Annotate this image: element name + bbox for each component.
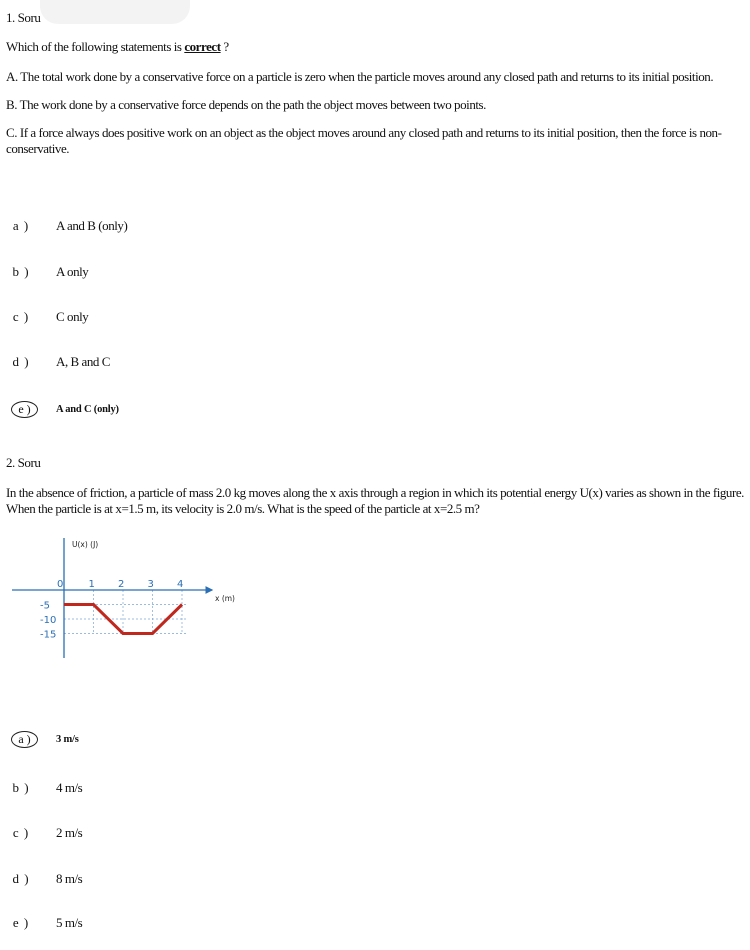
- x-tick-label: 2: [118, 579, 125, 590]
- x-axis-label: x (m): [215, 594, 235, 603]
- q2-prompt: In the absence of friction, a particle of mass 2.0 kg moves along the x axis through a region in which its potential energy U(x) varies as shown in the figure. When the particle is at x=1.5 m, its velocity is 2.0 m/s. What is the speed of the particle at x=2.5 m?: [6, 485, 744, 516]
- q1-option-b-text[interactable]: A only: [56, 264, 89, 279]
- q2-option-e-letter[interactable]: e ): [12, 915, 30, 930]
- q1-option-d-text[interactable]: A, B and C: [56, 354, 111, 369]
- q1-option-d-letter[interactable]: d ): [12, 354, 30, 369]
- q1-option-c-text[interactable]: C only: [56, 309, 89, 324]
- q1-option-a-letter[interactable]: a ): [12, 218, 30, 233]
- q2-title: 2. Soru: [6, 455, 41, 470]
- y-axis-label: U(x) (J): [72, 540, 99, 549]
- q2-option-c-letter[interactable]: c ): [12, 825, 30, 840]
- y-tick-label: -5: [40, 600, 50, 612]
- x-tick-label: 3: [147, 579, 154, 590]
- q1-option-b-letter[interactable]: b ): [12, 264, 30, 279]
- y-tick-label: -15: [40, 629, 57, 641]
- x-tick-label: 1: [88, 579, 95, 590]
- y-tick-label: -10: [40, 615, 57, 626]
- cropped-header-artifact: [40, 0, 190, 24]
- q1-statement-b: B. The work done by a conservative force depends on the path the object moves between two points.: [6, 97, 486, 112]
- q1-option-e-letter-selected[interactable]: e ): [11, 401, 38, 418]
- x-tick-label: 4: [177, 579, 184, 590]
- x-tick-label: 0: [57, 579, 64, 590]
- potential-energy-chart: [0, 530, 260, 670]
- q2-option-c-text[interactable]: 2 m/s: [56, 825, 83, 840]
- q2-option-a-letter-selected[interactable]: a ): [11, 731, 38, 748]
- q2-option-d-letter[interactable]: d ): [12, 871, 30, 886]
- q1-option-c-letter[interactable]: c ): [12, 309, 30, 324]
- q1-prompt: Which of the following statements is correct ?: [6, 39, 229, 54]
- q1-title: 1. Soru: [6, 10, 41, 25]
- q2-option-e-text[interactable]: 5 m/s: [56, 915, 83, 930]
- q2-option-d-text[interactable]: 8 m/s: [56, 871, 83, 886]
- q2-option-b-text[interactable]: 4 m/s: [56, 780, 83, 795]
- q1-option-a-text[interactable]: A and B (only): [56, 218, 128, 233]
- q2-option-b-letter[interactable]: b ): [12, 780, 30, 795]
- q2-option-a-text[interactable]: 3 m/s: [56, 734, 79, 745]
- chart-grid: [64, 590, 188, 634]
- q1-statement-c: C. If a force always does positive work on an object as the object moves around any closed path and returns to its initial position, then the force is non-conservative.: [6, 125, 722, 156]
- q1-option-e-text[interactable]: A and C (only): [56, 404, 119, 415]
- q1-statement-a: A. The total work done by a conservative force on a particle is zero when the particle moves around any closed path and returns to its initial position.: [6, 69, 714, 84]
